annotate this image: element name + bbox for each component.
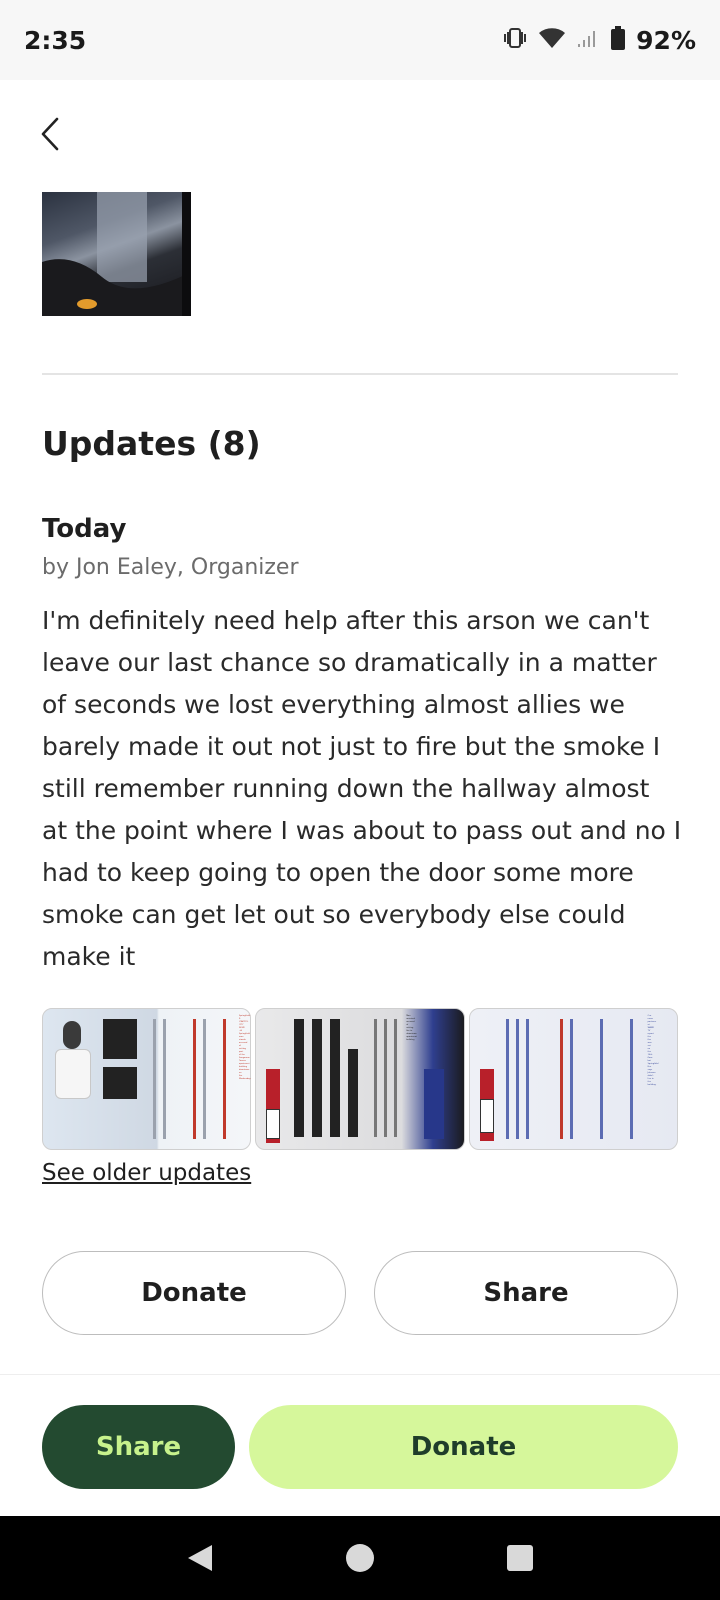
bottom-share-button[interactable]: Share [42,1405,235,1489]
back-button[interactable] [30,112,70,160]
vibrate-icon [502,26,528,54]
chevron-left-icon [39,116,61,156]
battery-icon [610,25,626,55]
update-photo-3[interactable] [469,1008,678,1150]
home-circle-icon[interactable] [340,1538,380,1578]
share-button[interactable]: Share [374,1251,678,1335]
see-older-updates-link[interactable]: See older updates [42,1160,252,1186]
system-navigation-bar [0,1516,720,1600]
battery-percent: 92% [636,25,696,55]
update-photo-1[interactable] [42,1008,251,1150]
status-time: 2:35 [24,25,87,55]
divider [42,373,678,375]
update-photo-2-caption: Man arrested, accused of setting fire to downtown apartment building [406,1015,417,1041]
update-photo-3-caption: Our news partners at WAND TV report the fire was set on the 10th floor, but Springfield Fire says Johnson didn't live in the building. [647,1015,659,1086]
update-body: I'm definitely need help after this arson we can't leave our last chance so dramatically in a matter of seconds we lost everything almost allies we barely made it out not just to fire but the smoke I still remember running down the hallway almost at the point where I was about to pass out and no I had to keep going to open the door some more smoke can get let out so everybody else could make it [42,606,682,971]
back-triangle-icon[interactable] [180,1538,220,1578]
update-author: by Jon Ealey, Organizer [42,555,299,580]
update-photo-1-caption: Springfield, IL (CAPITOL CITY NOW) - A Springfield man stands accused of setting part of the Sangamon Towers apartment building downtown on fire Wednesday. [239,1015,251,1080]
bottom-action-bar [0,1374,720,1516]
update-date: Today [42,514,127,544]
recents-square-icon[interactable] [500,1538,540,1578]
bottom-donate-button[interactable]: Donate [249,1405,678,1489]
campaign-photo[interactable] [42,192,191,316]
update-photo-gallery [42,1008,678,1150]
signal-icon [576,27,600,53]
donate-button[interactable]: Donate [42,1251,346,1335]
wifi-icon [538,27,566,53]
status-bar [0,0,720,80]
update-photo-2[interactable] [255,1008,464,1150]
status-icons [502,25,696,55]
updates-heading: Updates (8) [42,424,261,463]
